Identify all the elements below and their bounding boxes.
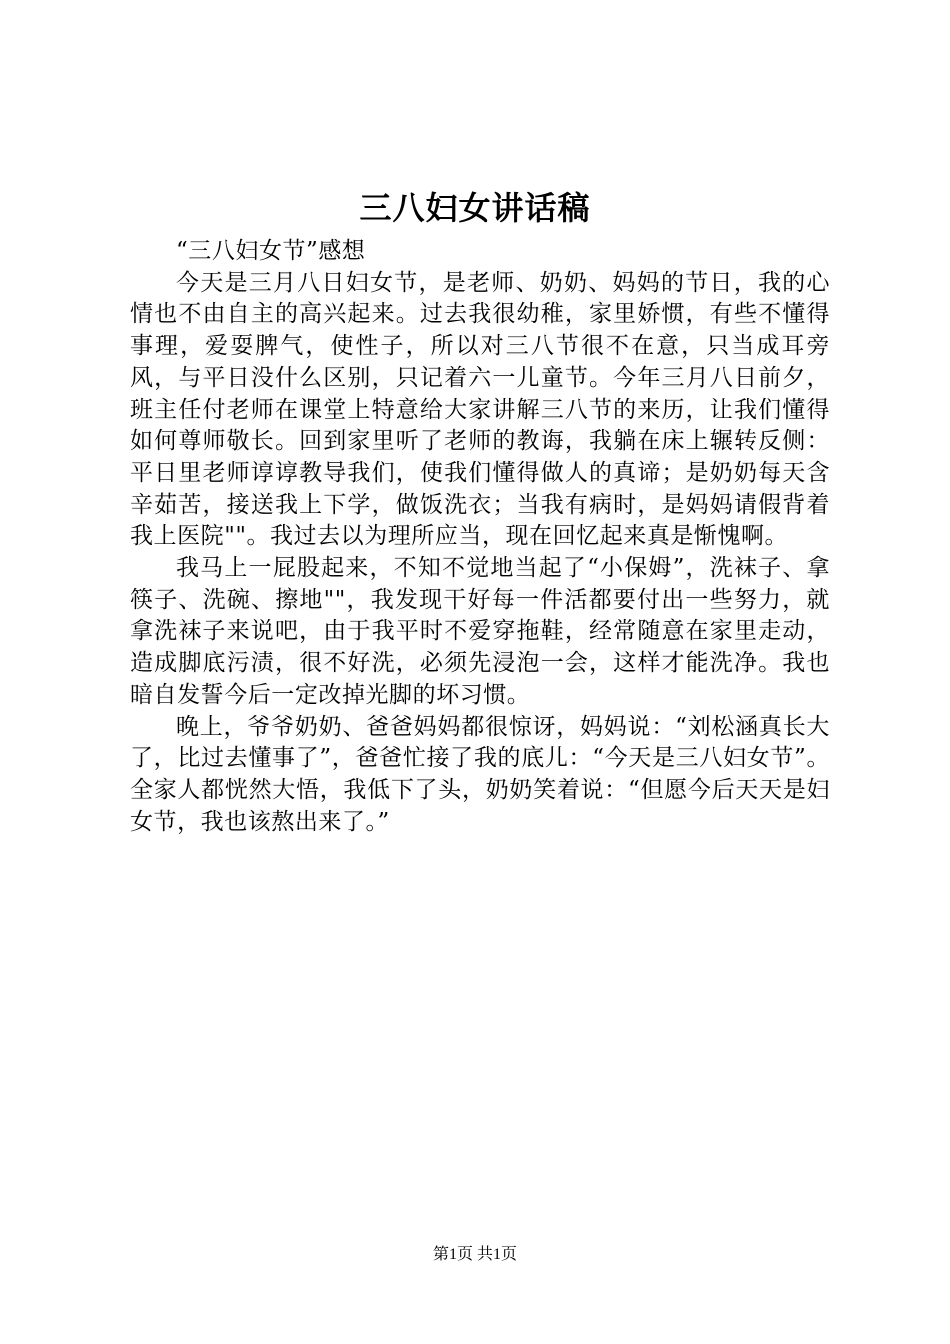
body-paragraph: 晚上，爷爷奶奶、爸爸妈妈都很惊讶，妈妈说：“刘松涵真长大了，比过去懂事了”，爸爸忙接了我的底儿：“今天是三八妇女节”。全家人都恍然大悟，我低下了头，奶奶笑着说：“但愿今后天天是妇女节，我也该熬出来了。” bbox=[130, 713, 830, 835]
page-footer: 第1页 共1页 bbox=[432, 1246, 517, 1263]
page-title: 三八妇女讲话稿 bbox=[359, 189, 591, 227]
document-body bbox=[130, 236, 830, 838]
subtitle-paragraph: “三八妇女节”感想 bbox=[176, 238, 366, 264]
body-paragraph: 今天是三月八日妇女节，是老师、奶奶、妈妈的节日，我的心情也不由自主的高兴起来。过去我很幼稚，家里娇惯，有些不懂得事理，爱耍脾气，使性子，所以对三八节很不在意，只当成耳旁风，与平日没什么区别，只记着六一儿童节。今年三月八日前夕，班主任付老师在课堂上特意给大家讲解三八节的来历，让我们懂得如何尊师敬长。回到家里听了老师的教诲，我躺在床上辗转反侧：平日里老师谆谆教导我们，使我们懂得做人的真谛；是奶奶每天含辛茹苦，接送我上下学，做饭洗衣；当我有病时，是妈妈请假背着我上医院""。我过去以为理所应当，现在回忆起来真是惭愧啊。 bbox=[130, 269, 830, 550]
body-paragraph: 我马上一屁股起来，不知不觉地当起了“小保姆”，洗袜子、拿筷子、洗碗、擦地""，我发现干好每一件活都要付出一些努力，就拿洗袜子来说吧，由于我平时不爱穿拖鞋，经常随意在家里走动，造成脚底污渍，很不好洗，必须先浸泡一会，这样才能洗净。我也暗自发誓今后一定改掉光脚的坏习惯。 bbox=[130, 555, 830, 708]
